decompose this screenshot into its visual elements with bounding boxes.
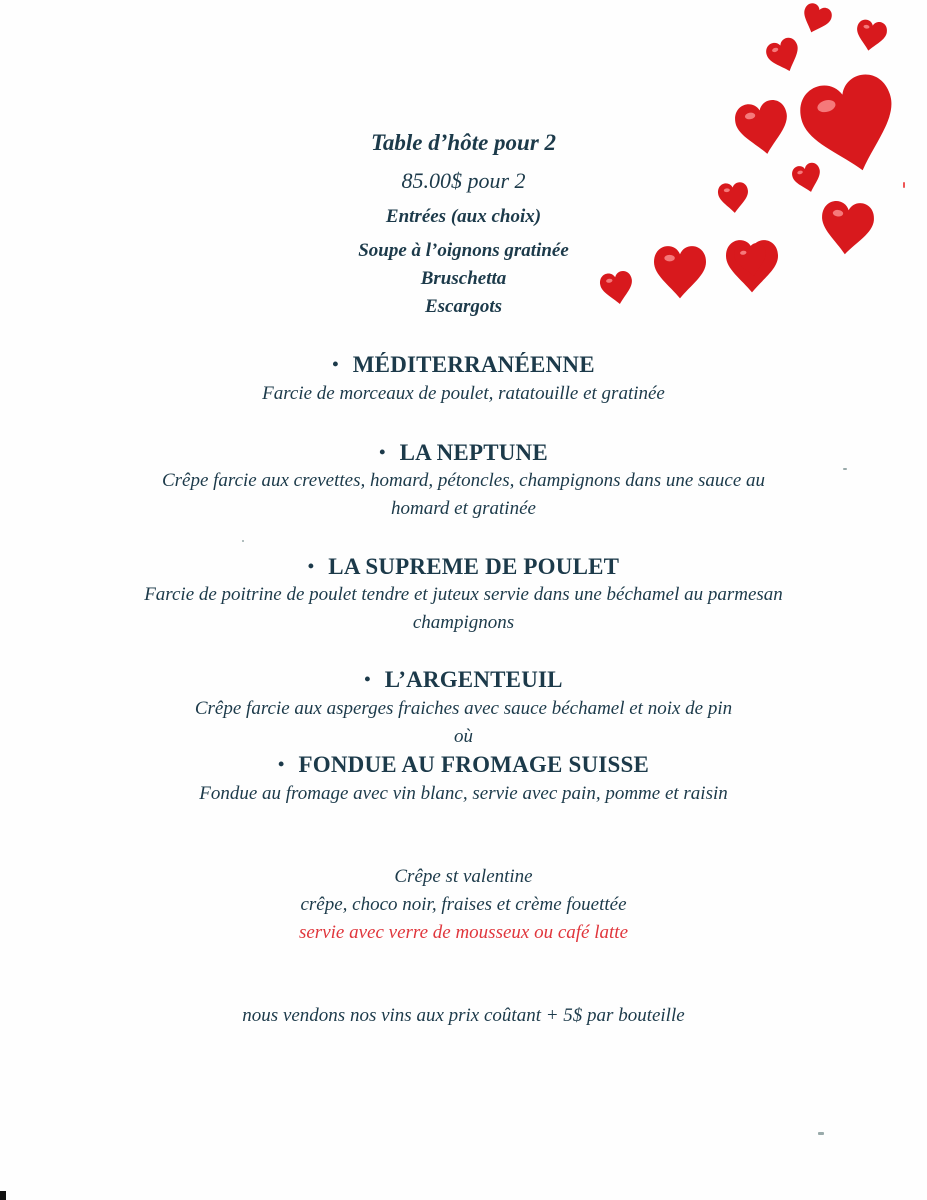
starter-item: Soupe à l’oignons gratinée — [358, 240, 569, 261]
dish-name: • MÉDITERRANÉENNE — [332, 352, 595, 377]
heart-icon — [764, 35, 805, 76]
dessert-description: crêpe, choco noir, fraises et crème fouettée — [300, 894, 627, 915]
dessert-name: Crêpe st valentine — [394, 866, 533, 887]
heart-icon — [798, 1, 834, 37]
bullet-icon: • — [379, 442, 386, 462]
dish-description: champignons — [412, 612, 515, 633]
menu-title: Table d’hôte pour 2 — [370, 130, 557, 155]
heart-icon — [854, 18, 889, 53]
dish-description: Farcie de poitrine de poulet tendre et juteux servie dans une béchamel au parmesan — [144, 584, 783, 605]
scan-corner-mark — [0, 1191, 6, 1200]
menu-price: 85.00$ pour 2 — [401, 168, 526, 193]
starters-heading: Entrées (aux choix) — [385, 206, 542, 227]
dish-description: homard et gratinée — [391, 498, 536, 519]
starter-item: Bruschetta — [420, 268, 507, 289]
dish-description: Crêpe farcie aux asperges fraiches avec sauce béchamel et noix de pin — [194, 698, 733, 719]
dish-name: • L’ARGENTEUIL — [364, 667, 563, 692]
bullet-icon: • — [277, 754, 285, 774]
scan-speck — [843, 468, 847, 470]
bullet-icon: • — [364, 669, 371, 689]
dish-name: • LA NEPTUNE — [379, 440, 548, 465]
wine-note: nous vendons nos vins aux prix coûtant + 5$ par bouteille — [242, 1005, 685, 1026]
scan-speck — [818, 1132, 824, 1135]
dish-description: Crêpe farcie aux crevettes, homard, pétoncles, champignons dans une sauce au — [161, 470, 766, 491]
dish-description: Farcie de morceaux de poulet, ratatouille et gratinée — [262, 383, 665, 404]
dish-description: Fondue au fromage avec vin blanc, servie avec pain, pomme et raisin — [199, 783, 728, 804]
dish-name: • LA SUPREME DE POULET — [307, 554, 620, 579]
bullet-icon: • — [307, 556, 315, 576]
dessert-note: servie avec verre de mousseux ou café latte — [298, 922, 629, 943]
bullet-icon: • — [332, 354, 339, 374]
or-separator: où — [454, 726, 473, 747]
scan-speck — [903, 182, 905, 188]
scan-speck — [242, 540, 244, 542]
dish-name: • FONDUE AU FROMAGE SUISSE — [277, 752, 649, 777]
starter-item: Escargots — [424, 296, 503, 317]
